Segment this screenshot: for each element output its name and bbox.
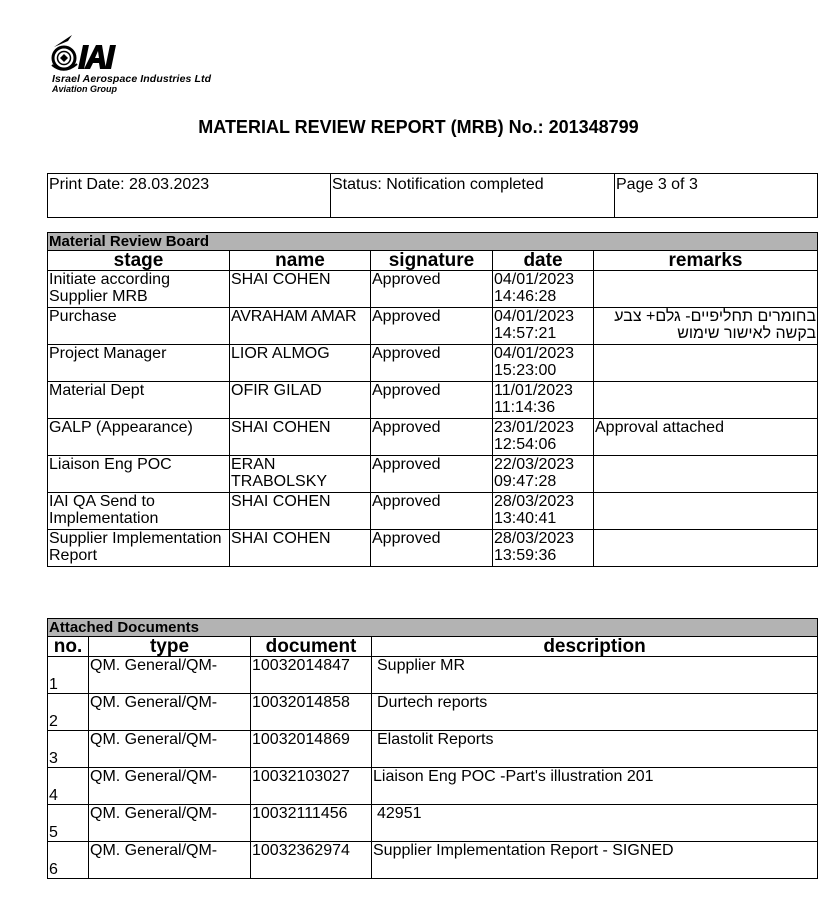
report-info-table: [47, 173, 818, 218]
iai-logo-icon: [50, 33, 130, 73]
table-row: [48, 657, 818, 694]
document-link[interactable]: 10032362974: [251, 842, 372, 879]
remarks-cell: [594, 382, 818, 419]
column-header-document: document: [251, 637, 372, 657]
table-row: [48, 805, 818, 842]
signature-cell: Approved: [371, 530, 493, 567]
name-cell: OFIR GILAD: [230, 382, 371, 419]
section-title-docs: Attached Documents: [48, 619, 818, 637]
name-cell: LIOR ALMOG: [230, 345, 371, 382]
type-cell: QM. General/QM-: [89, 731, 251, 768]
table-row: [48, 308, 818, 345]
name-cell: SHAI COHEN: [230, 419, 371, 456]
description-cell: Supplier MR: [372, 657, 818, 694]
company-division: Aviation Group: [52, 84, 117, 94]
remarks-cell: [594, 493, 818, 530]
column-header-stage: stage: [48, 251, 230, 271]
date-cell: 28/03/2023 13:59:36: [493, 530, 594, 567]
no-cell: 3: [48, 731, 89, 768]
description-cell: Durtech reports: [372, 694, 818, 731]
stage-cell: Project Manager: [48, 345, 230, 382]
table-row: [48, 842, 818, 879]
date-cell: 22/03/2023 09:47:28: [493, 456, 594, 493]
stage-cell: Liaison Eng POC: [48, 456, 230, 493]
remarks-cell: [594, 530, 818, 567]
name-cell: SHAI COHEN: [230, 493, 371, 530]
stage-cell: Purchase: [48, 308, 230, 345]
attached-documents-table: [47, 618, 818, 879]
remarks-cell: Approval attached: [594, 419, 818, 456]
description-cell: 42951: [372, 805, 818, 842]
table-row: [48, 768, 818, 805]
date-cell: 23/01/2023 12:54:06: [493, 419, 594, 456]
column-header-type: type: [89, 637, 251, 657]
status-text: Status: Notification completed: [331, 174, 615, 218]
date-cell: 04/01/2023 14:46:28: [493, 271, 594, 308]
no-cell: 1: [48, 657, 89, 694]
column-header-description: description: [372, 637, 818, 657]
type-cell: QM. General/QM-: [89, 842, 251, 879]
signature-cell: Approved: [371, 493, 493, 530]
signature-cell: Approved: [371, 419, 493, 456]
section-title-mrb: Material Review Board: [48, 233, 818, 251]
name-cell: ERAN TRABOLSKY: [230, 456, 371, 493]
stage-cell: Supplier Implementation Report: [48, 530, 230, 567]
name-cell: SHAI COHEN: [230, 530, 371, 567]
date-cell: 11/01/2023 11:14:36: [493, 382, 594, 419]
remarks-cell: [594, 456, 818, 493]
no-cell: 6: [48, 842, 89, 879]
remarks-cell: [594, 271, 818, 308]
column-header-remarks: remarks: [594, 251, 818, 271]
table-row: [48, 493, 818, 530]
description-cell: Supplier Implementation Report - SIGNED: [372, 842, 818, 879]
company-logo: [50, 33, 290, 95]
signature-cell: Approved: [371, 308, 493, 345]
table-row: [48, 382, 818, 419]
column-header-name: name: [230, 251, 371, 271]
table-row: [48, 271, 818, 308]
table-row: [48, 345, 818, 382]
type-cell: QM. General/QM-: [89, 657, 251, 694]
page-indicator: Page 3 of 3: [615, 174, 818, 218]
stage-cell: Initiate according Supplier MRB: [48, 271, 230, 308]
name-cell: SHAI COHEN: [230, 271, 371, 308]
no-cell: 4: [48, 768, 89, 805]
date-cell: 04/01/2023 15:23:00: [493, 345, 594, 382]
company-name: Israel Aerospace Industries Ltd: [52, 73, 212, 85]
signature-cell: Approved: [371, 456, 493, 493]
type-cell: QM. General/QM-: [89, 805, 251, 842]
page-title: MATERIAL REVIEW REPORT (MRB) No.: 201348799: [198, 117, 639, 137]
stage-cell: IAI QA Send to Implementation: [48, 493, 230, 530]
print-date: Print Date: 28.03.2023: [48, 174, 331, 218]
signature-cell: Approved: [371, 345, 493, 382]
no-cell: 2: [48, 694, 89, 731]
document-link[interactable]: 10032014858: [251, 694, 372, 731]
material-review-board-table: [47, 232, 818, 567]
table-row: [48, 694, 818, 731]
date-cell: 28/03/2023 13:40:41: [493, 493, 594, 530]
table-row: [48, 731, 818, 768]
date-cell: 04/01/2023 14:57:21: [493, 308, 594, 345]
remarks-cell: [594, 345, 818, 382]
remarks-cell: בחומרים תחליפיים- גלם+ צבע בקשה לאישור שימוש: [594, 308, 818, 345]
signature-cell: Approved: [371, 271, 493, 308]
column-header-signature: signature: [371, 251, 493, 271]
table-row: [48, 530, 818, 567]
description-cell: Liaison Eng POC -Part's illustration 201: [372, 768, 818, 805]
document-link[interactable]: 10032111456: [251, 805, 372, 842]
name-cell: AVRAHAM AMAR: [230, 308, 371, 345]
type-cell: QM. General/QM-: [89, 768, 251, 805]
stage-cell: GALP (Appearance): [48, 419, 230, 456]
column-header-no: no.: [48, 637, 89, 657]
stage-cell: Material Dept: [48, 382, 230, 419]
document-link[interactable]: 10032014869: [251, 731, 372, 768]
table-row: [48, 419, 818, 456]
document-link[interactable]: 10032103027: [251, 768, 372, 805]
document-link[interactable]: 10032014847: [251, 657, 372, 694]
description-cell: Elastolit Reports: [372, 731, 818, 768]
signature-cell: Approved: [371, 382, 493, 419]
column-header-date: date: [493, 251, 594, 271]
no-cell: 5: [48, 805, 89, 842]
type-cell: QM. General/QM-: [89, 694, 251, 731]
table-row: [48, 456, 818, 493]
